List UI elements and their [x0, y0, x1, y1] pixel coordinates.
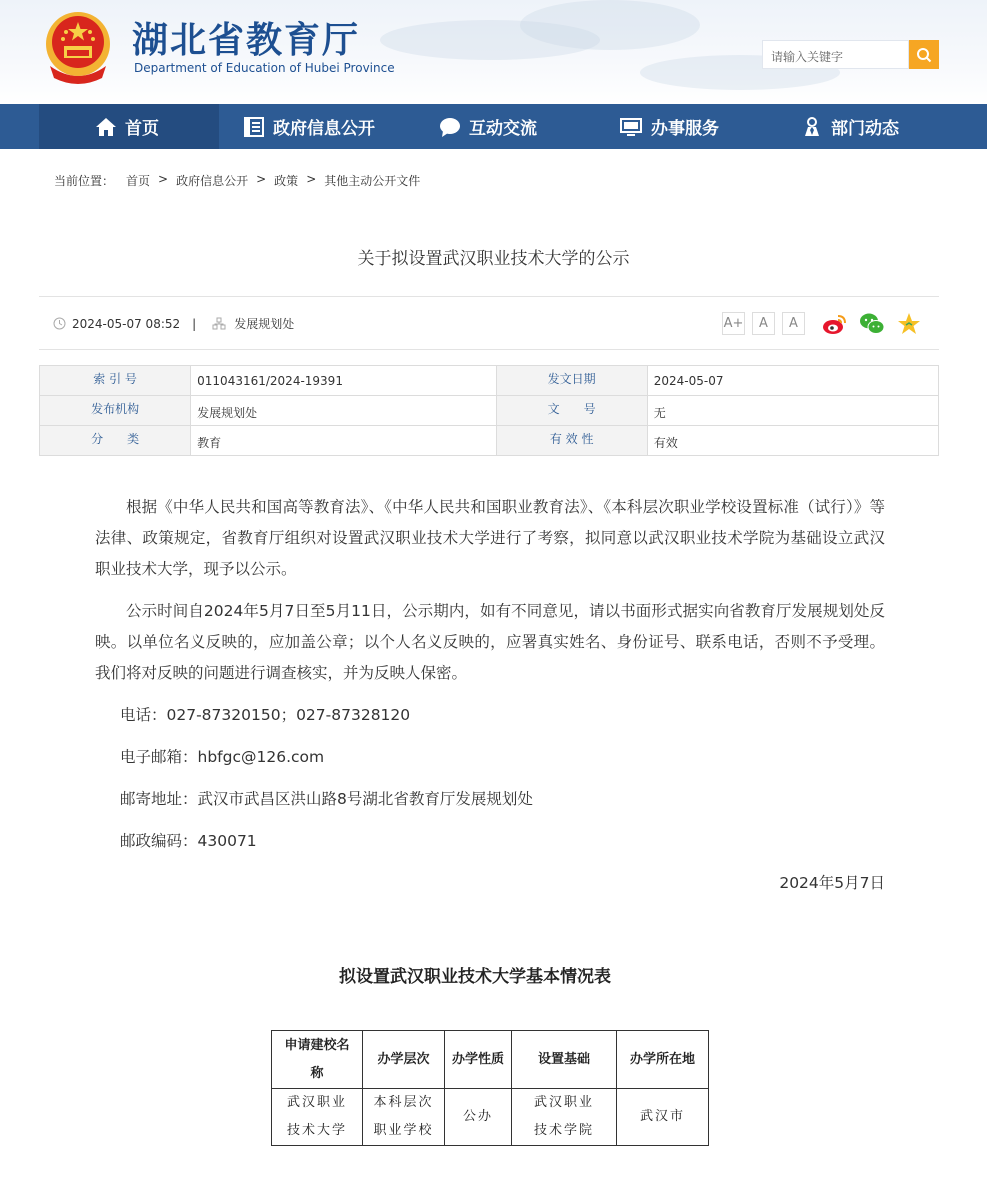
organization-icon	[212, 317, 226, 330]
article-body	[95, 492, 885, 899]
header-cell: 办学所在地	[617, 1031, 709, 1089]
document-icon	[243, 116, 265, 138]
index-number-value: 011043161/2024-19391	[191, 366, 496, 396]
paragraph: 公示时间自2024年5月7日至5月11日，公示期内，如有不同意见，请以书面形式据实向省教育厅发展规划处反映。以单位名义反映的，应加盖公章；以个人名义反映的，应署真实姓名、身份证号、联系电话，否则不予受理。我们将对反映的问题进行调查核实，并为反映人保密。	[95, 602, 885, 682]
font-increase-button[interactable]: A+	[722, 312, 745, 335]
header-cell: 设置基础	[512, 1031, 617, 1089]
nav-label: 政府信息公开	[273, 119, 375, 139]
doc-number-value: 无	[647, 396, 938, 426]
contact-phone: 电话：027-87320150；027-87328120	[120, 706, 411, 724]
table-row	[272, 1089, 709, 1146]
monitor-icon	[619, 116, 643, 138]
issue-date-label: 发文日期	[496, 366, 647, 396]
home-icon	[95, 116, 117, 138]
table-cell: 武汉市	[617, 1089, 709, 1146]
site-subtitle: Department of Education of Hubei Province	[134, 61, 395, 75]
main-nav	[0, 104, 987, 149]
breadcrumb-other-files[interactable]: 其他主动公开文件	[324, 174, 421, 188]
validity-value: 有效	[647, 426, 938, 456]
publisher-value: 发展规划处	[191, 396, 496, 426]
nav-label: 首页	[125, 119, 159, 139]
nav-item-gov-info[interactable]	[219, 104, 399, 149]
header-cell: 办学层次	[363, 1031, 445, 1089]
index-number-label: 索 引 号	[40, 366, 191, 396]
publish-department: 发展规划处	[234, 317, 295, 331]
header-cell: 申请建校名称	[272, 1031, 363, 1089]
chat-icon	[439, 116, 461, 138]
table-cell: 公办	[445, 1089, 512, 1146]
font-default-button[interactable]: A	[752, 312, 775, 335]
wechat-share-icon[interactable]	[859, 311, 885, 337]
search-icon	[916, 47, 932, 63]
publish-datetime: 2024-05-07 08:52	[72, 316, 181, 331]
article-meta-bar	[39, 296, 939, 350]
doc-number-label: 文 号	[496, 396, 647, 426]
search-input[interactable]: 请输入关键字	[762, 40, 909, 69]
search-button[interactable]	[909, 40, 939, 69]
cloud-decoration	[520, 0, 700, 50]
person-badge-icon	[801, 116, 823, 138]
table-cell: 武汉职业技术学院	[512, 1089, 617, 1146]
document-info-table	[39, 365, 939, 456]
breadcrumb-gov-info[interactable]: 政府信息公开	[176, 174, 249, 188]
nav-item-dept-news[interactable]	[779, 104, 959, 149]
validity-label: 有 效 性	[496, 426, 647, 456]
category-label: 分 类	[40, 426, 191, 456]
basic-table-title: 拟设置武汉职业技术大学基本情况表	[339, 967, 611, 987]
article-title: 关于拟设置武汉职业技术大学的公示	[357, 249, 630, 269]
breadcrumb-separator: >	[306, 172, 317, 186]
favorite-star-icon[interactable]	[896, 311, 922, 337]
notice-date: 2024年5月7日	[779, 874, 885, 892]
breadcrumb-separator: >	[256, 172, 267, 186]
contact-postcode: 邮政编码：430071	[120, 832, 257, 850]
site-header	[0, 0, 987, 104]
issue-date-value: 2024-05-07	[647, 366, 938, 396]
table-cell: 本科层次职业学校	[363, 1089, 445, 1146]
nav-label: 互动交流	[469, 119, 537, 139]
breadcrumb-separator: >	[158, 172, 169, 186]
national-emblem-icon[interactable]	[42, 10, 114, 86]
weibo-share-icon[interactable]	[822, 311, 848, 337]
table-row	[40, 396, 939, 426]
breadcrumb	[54, 172, 420, 189]
nav-item-home[interactable]	[39, 104, 219, 149]
meta-divider: |	[192, 316, 197, 331]
breadcrumb-policy[interactable]: 政策	[274, 174, 299, 188]
nav-label: 办事服务	[651, 119, 719, 139]
publisher-label: 发布机构	[40, 396, 191, 426]
contact-email: 电子邮箱：hbfgc@126.com	[120, 748, 325, 766]
table-header-row	[272, 1031, 709, 1089]
nav-label: 部门动态	[831, 119, 899, 139]
nav-item-services[interactable]	[599, 104, 779, 149]
header-cell: 办学性质	[445, 1031, 512, 1089]
site-title[interactable]: 湖北省教育厅	[132, 19, 361, 61]
paragraph: 根据《中华人民共和国高等教育法》、《中华人民共和国职业教育法》、《本科层次职业学校设置标准（试行）》等法律、政策规定，省教育厅组织对设置武汉职业技术大学进行了考察，拟同意以武汉职业技术学院为基础设立武汉职业技术大学，现予以公示。	[95, 498, 885, 578]
contact-address: 邮寄地址：武汉市武昌区洪山路8号湖北省教育厅发展规划处	[120, 790, 533, 808]
basic-info-table	[271, 1030, 709, 1146]
nav-item-interaction[interactable]	[419, 104, 599, 149]
table-cell: 武汉职业技术大学	[272, 1089, 363, 1146]
font-decrease-button[interactable]: A	[782, 312, 805, 335]
breadcrumb-home[interactable]: 首页	[126, 174, 151, 188]
category-value: 教育	[191, 426, 496, 456]
table-row	[40, 426, 939, 456]
breadcrumb-prefix: 当前位置：	[54, 174, 115, 188]
table-row	[40, 366, 939, 396]
clock-icon	[53, 317, 66, 330]
